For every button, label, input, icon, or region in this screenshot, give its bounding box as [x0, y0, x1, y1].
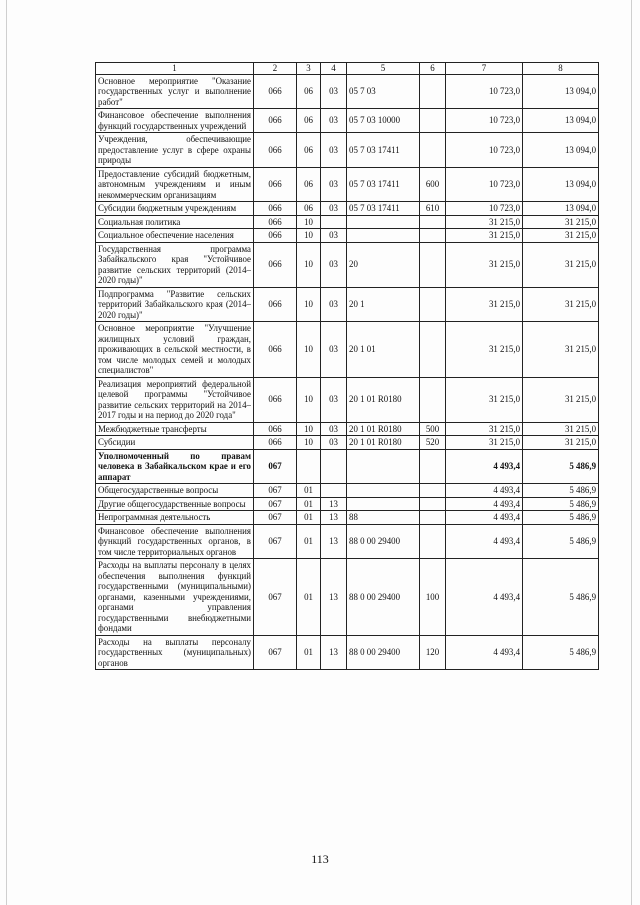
row-name-cell: Уполномоченный по правам человека в Забайкальском крае и его аппарат: [96, 449, 254, 484]
table-row: [96, 215, 599, 229]
amount-year2-cell: 31 215,0: [523, 436, 599, 450]
table-row: [96, 497, 599, 511]
amount-year2-cell: 5 486,9: [523, 511, 599, 525]
ministry-code-cell: 066: [254, 215, 297, 229]
ministry-code-cell: 066: [254, 422, 297, 436]
ministry-code-cell: 067: [254, 524, 297, 559]
target-article-cell: 05 7 03 17411: [347, 202, 420, 216]
ministry-code-cell: 066: [254, 377, 297, 422]
amount-year1-cell: 4 493,4: [446, 524, 523, 559]
row-name-cell: Основное мероприятие "Улучшение жилищных условий граждан, проживающих в сельской местности, в том числе молодых семей и молодых специалистов": [96, 322, 254, 378]
expense-type-cell: [420, 484, 446, 498]
subsection-code-cell: 13: [321, 559, 347, 636]
expense-type-cell: 520: [420, 436, 446, 450]
amount-year2-cell: 13 094,0: [523, 133, 599, 168]
amount-year2-cell: 5 486,9: [523, 559, 599, 636]
table-row: [96, 74, 599, 109]
column-header: 2: [254, 63, 297, 75]
ministry-code-cell: 066: [254, 287, 297, 322]
target-article-cell: [347, 449, 420, 484]
amount-year1-cell: 4 493,4: [446, 511, 523, 525]
expense-type-cell: 100: [420, 559, 446, 636]
expense-type-cell: 600: [420, 167, 446, 202]
column-header: 4: [321, 63, 347, 75]
table-row: [96, 242, 599, 287]
amount-year2-cell: 31 215,0: [523, 377, 599, 422]
amount-year2-cell: 5 486,9: [523, 524, 599, 559]
subsection-code-cell: 03: [321, 167, 347, 202]
amount-year1-cell: 31 215,0: [446, 436, 523, 450]
table-body: [96, 74, 599, 670]
target-article-cell: [347, 215, 420, 229]
expense-type-cell: [420, 74, 446, 109]
section-code-cell: 10: [297, 436, 321, 450]
subsection-code-cell: 03: [321, 133, 347, 168]
section-code-cell: 01: [297, 484, 321, 498]
row-name-cell: Финансовое обеспечение выполнения функций государственных учреждений: [96, 109, 254, 133]
row-name-cell: Расходы на выплаты персоналу в целях обеспечения выполнения функций государственными (муниципальными) органами, казенными учреждениями, органами управления государственными внебюджетными фондами: [96, 559, 254, 636]
amount-year2-cell: 31 215,0: [523, 242, 599, 287]
section-code-cell: 10: [297, 229, 321, 243]
column-header: 6: [420, 63, 446, 75]
row-name-cell: Непрограммная деятельность: [96, 511, 254, 525]
subsection-code-cell: 03: [321, 74, 347, 109]
amount-year1-cell: 10 723,0: [446, 167, 523, 202]
table-row: [96, 436, 599, 450]
expense-type-cell: [420, 497, 446, 511]
amount-year1-cell: 10 723,0: [446, 202, 523, 216]
expense-type-cell: [420, 215, 446, 229]
table-row: [96, 202, 599, 216]
row-name-cell: Государственная программа Забайкальского края "Устойчивое развитие сельских территорий (2014–2020 годы)": [96, 242, 254, 287]
target-article-cell: [347, 484, 420, 498]
section-code-cell: 06: [297, 167, 321, 202]
amount-year1-cell: 31 215,0: [446, 242, 523, 287]
scan-edge-right: [631, 0, 632, 905]
amount-year2-cell: 31 215,0: [523, 322, 599, 378]
amount-year1-cell: 10 723,0: [446, 133, 523, 168]
table-row: [96, 635, 599, 670]
amount-year2-cell: 31 215,0: [523, 287, 599, 322]
table-row: [96, 287, 599, 322]
row-name-cell: Предоставление субсидий бюджетным, автономным учреждениям и иным некоммерческим организациям: [96, 167, 254, 202]
row-name-cell: Другие общегосударственные вопросы: [96, 497, 254, 511]
ministry-code-cell: 066: [254, 229, 297, 243]
section-code-cell: 10: [297, 322, 321, 378]
amount-year1-cell: 31 215,0: [446, 322, 523, 378]
expense-type-cell: 610: [420, 202, 446, 216]
amount-year2-cell: 13 094,0: [523, 74, 599, 109]
table-row: [96, 484, 599, 498]
section-code-cell: 06: [297, 202, 321, 216]
expense-type-cell: [420, 287, 446, 322]
section-code-cell: 06: [297, 74, 321, 109]
target-article-cell: 20: [347, 242, 420, 287]
amount-year2-cell: 5 486,9: [523, 635, 599, 670]
amount-year1-cell: 31 215,0: [446, 422, 523, 436]
section-code-cell: 01: [297, 497, 321, 511]
section-code-cell: 01: [297, 559, 321, 636]
row-name-cell: Субсидии: [96, 436, 254, 450]
ministry-code-cell: 066: [254, 167, 297, 202]
section-code-cell: 10: [297, 377, 321, 422]
section-code-cell: 06: [297, 133, 321, 168]
amount-year1-cell: 4 493,4: [446, 497, 523, 511]
table-row: [96, 133, 599, 168]
table-row: [96, 377, 599, 422]
target-article-cell: 88 0 00 29400: [347, 635, 420, 670]
target-article-cell: [347, 497, 420, 511]
target-article-cell: 20 1 01 R0180: [347, 436, 420, 450]
expense-type-cell: 120: [420, 635, 446, 670]
ministry-code-cell: 067: [254, 511, 297, 525]
table-row: [96, 524, 599, 559]
amount-year1-cell: 4 493,4: [446, 484, 523, 498]
target-article-cell: 88: [347, 511, 420, 525]
section-code-cell: 01: [297, 511, 321, 525]
table-header-row: [96, 63, 599, 75]
expense-type-cell: [420, 511, 446, 525]
target-article-cell: 05 7 03 17411: [347, 133, 420, 168]
section-code-cell: 10: [297, 422, 321, 436]
section-code-cell: 06: [297, 109, 321, 133]
ministry-code-cell: 066: [254, 242, 297, 287]
subsection-code-cell: 03: [321, 436, 347, 450]
ministry-code-cell: 066: [254, 202, 297, 216]
section-code-cell: 01: [297, 635, 321, 670]
scan-edge-left: [6, 0, 7, 905]
row-name-cell: Социальное обеспечение населения: [96, 229, 254, 243]
expense-type-cell: 500: [420, 422, 446, 436]
target-article-cell: [347, 229, 420, 243]
table-row: [96, 559, 599, 636]
subsection-code-cell: [321, 215, 347, 229]
row-name-cell: Общегосударственные вопросы: [96, 484, 254, 498]
ministry-code-cell: 066: [254, 322, 297, 378]
expense-type-cell: [420, 109, 446, 133]
subsection-code-cell: [321, 449, 347, 484]
amount-year2-cell: 31 215,0: [523, 215, 599, 229]
amount-year1-cell: 31 215,0: [446, 229, 523, 243]
amount-year2-cell: 5 486,9: [523, 497, 599, 511]
ministry-code-cell: 067: [254, 497, 297, 511]
amount-year1-cell: 4 493,4: [446, 635, 523, 670]
amount-year1-cell: 31 215,0: [446, 287, 523, 322]
ministry-code-cell: 067: [254, 449, 297, 484]
row-name-cell: Субсидии бюджетным учреждениям: [96, 202, 254, 216]
target-article-cell: 20 1 01: [347, 322, 420, 378]
subsection-code-cell: [321, 484, 347, 498]
target-article-cell: 20 1: [347, 287, 420, 322]
amount-year2-cell: 5 486,9: [523, 484, 599, 498]
section-code-cell: 10: [297, 242, 321, 287]
expense-type-cell: [420, 242, 446, 287]
row-name-cell: Подпрограмма "Развитие сельских территорий Забайкальского края (2014–2020 годы)": [96, 287, 254, 322]
expense-type-cell: [420, 133, 446, 168]
amount-year2-cell: 13 094,0: [523, 109, 599, 133]
column-header: 7: [446, 63, 523, 75]
row-name-cell: Межбюджетные трансферты: [96, 422, 254, 436]
amount-year2-cell: 5 486,9: [523, 449, 599, 484]
table-row: [96, 109, 599, 133]
ministry-code-cell: 066: [254, 436, 297, 450]
amount-year1-cell: 31 215,0: [446, 377, 523, 422]
amount-year2-cell: 13 094,0: [523, 167, 599, 202]
row-name-cell: Расходы на выплаты персоналу государственных (муниципальных) органов: [96, 635, 254, 670]
budget-table: [95, 62, 599, 670]
amount-year2-cell: 31 215,0: [523, 229, 599, 243]
subsection-code-cell: 13: [321, 524, 347, 559]
ministry-code-cell: 066: [254, 133, 297, 168]
column-header: 5: [347, 63, 420, 75]
table-row: [96, 422, 599, 436]
subsection-code-cell: 03: [321, 242, 347, 287]
amount-year1-cell: 10 723,0: [446, 74, 523, 109]
ministry-code-cell: 067: [254, 484, 297, 498]
amount-year1-cell: 31 215,0: [446, 215, 523, 229]
amount-year2-cell: 13 094,0: [523, 202, 599, 216]
expense-type-cell: [420, 449, 446, 484]
table-row: [96, 511, 599, 525]
amount-year1-cell: 10 723,0: [446, 109, 523, 133]
expense-type-cell: [420, 524, 446, 559]
subsection-code-cell: 13: [321, 497, 347, 511]
section-code-cell: [297, 449, 321, 484]
target-article-cell: 20 1 01 R0180: [347, 377, 420, 422]
subsection-code-cell: 03: [321, 202, 347, 216]
target-article-cell: 88 0 00 29400: [347, 524, 420, 559]
ministry-code-cell: 066: [254, 74, 297, 109]
ministry-code-cell: 067: [254, 559, 297, 636]
target-article-cell: 05 7 03 17411: [347, 167, 420, 202]
subsection-code-cell: 03: [321, 287, 347, 322]
subsection-code-cell: 03: [321, 322, 347, 378]
subsection-code-cell: 13: [321, 511, 347, 525]
table-row: [96, 167, 599, 202]
section-code-cell: 10: [297, 287, 321, 322]
column-header: 1: [96, 63, 254, 75]
subsection-code-cell: 03: [321, 422, 347, 436]
target-article-cell: 88 0 00 29400: [347, 559, 420, 636]
subsection-code-cell: 03: [321, 377, 347, 422]
table-row: [96, 229, 599, 243]
amount-year1-cell: 4 493,4: [446, 559, 523, 636]
row-name-cell: Реализация мероприятий федеральной целевой программы "Устойчивое развитие сельских территорий на 2014–2017 годы и на период до 2020 года": [96, 377, 254, 422]
expense-type-cell: [420, 322, 446, 378]
section-code-cell: 10: [297, 215, 321, 229]
ministry-code-cell: 067: [254, 635, 297, 670]
subsection-code-cell: 03: [321, 109, 347, 133]
column-header: 3: [297, 63, 321, 75]
expense-type-cell: [420, 229, 446, 243]
section-code-cell: 01: [297, 524, 321, 559]
target-article-cell: 20 1 01 R0180: [347, 422, 420, 436]
subsection-code-cell: 03: [321, 229, 347, 243]
row-name-cell: Учреждения, обеспечивающие предоставление услуг в сфере охраны природы: [96, 133, 254, 168]
amount-year1-cell: 4 493,4: [446, 449, 523, 484]
row-name-cell: Социальная политика: [96, 215, 254, 229]
table-row: [96, 449, 599, 484]
amount-year2-cell: 31 215,0: [523, 422, 599, 436]
subsection-code-cell: 13: [321, 635, 347, 670]
expense-type-cell: [420, 377, 446, 422]
ministry-code-cell: 066: [254, 109, 297, 133]
target-article-cell: 05 7 03: [347, 74, 420, 109]
column-header: 8: [523, 63, 599, 75]
table-row: [96, 322, 599, 378]
row-name-cell: Финансовое обеспечение выполнения функций государственных органов, в том числе территориальных органов: [96, 524, 254, 559]
target-article-cell: 05 7 03 10000: [347, 109, 420, 133]
page-number: 113: [311, 852, 329, 866]
row-name-cell: Основное мероприятие "Оказание государственных услуг и выполнение работ": [96, 74, 254, 109]
